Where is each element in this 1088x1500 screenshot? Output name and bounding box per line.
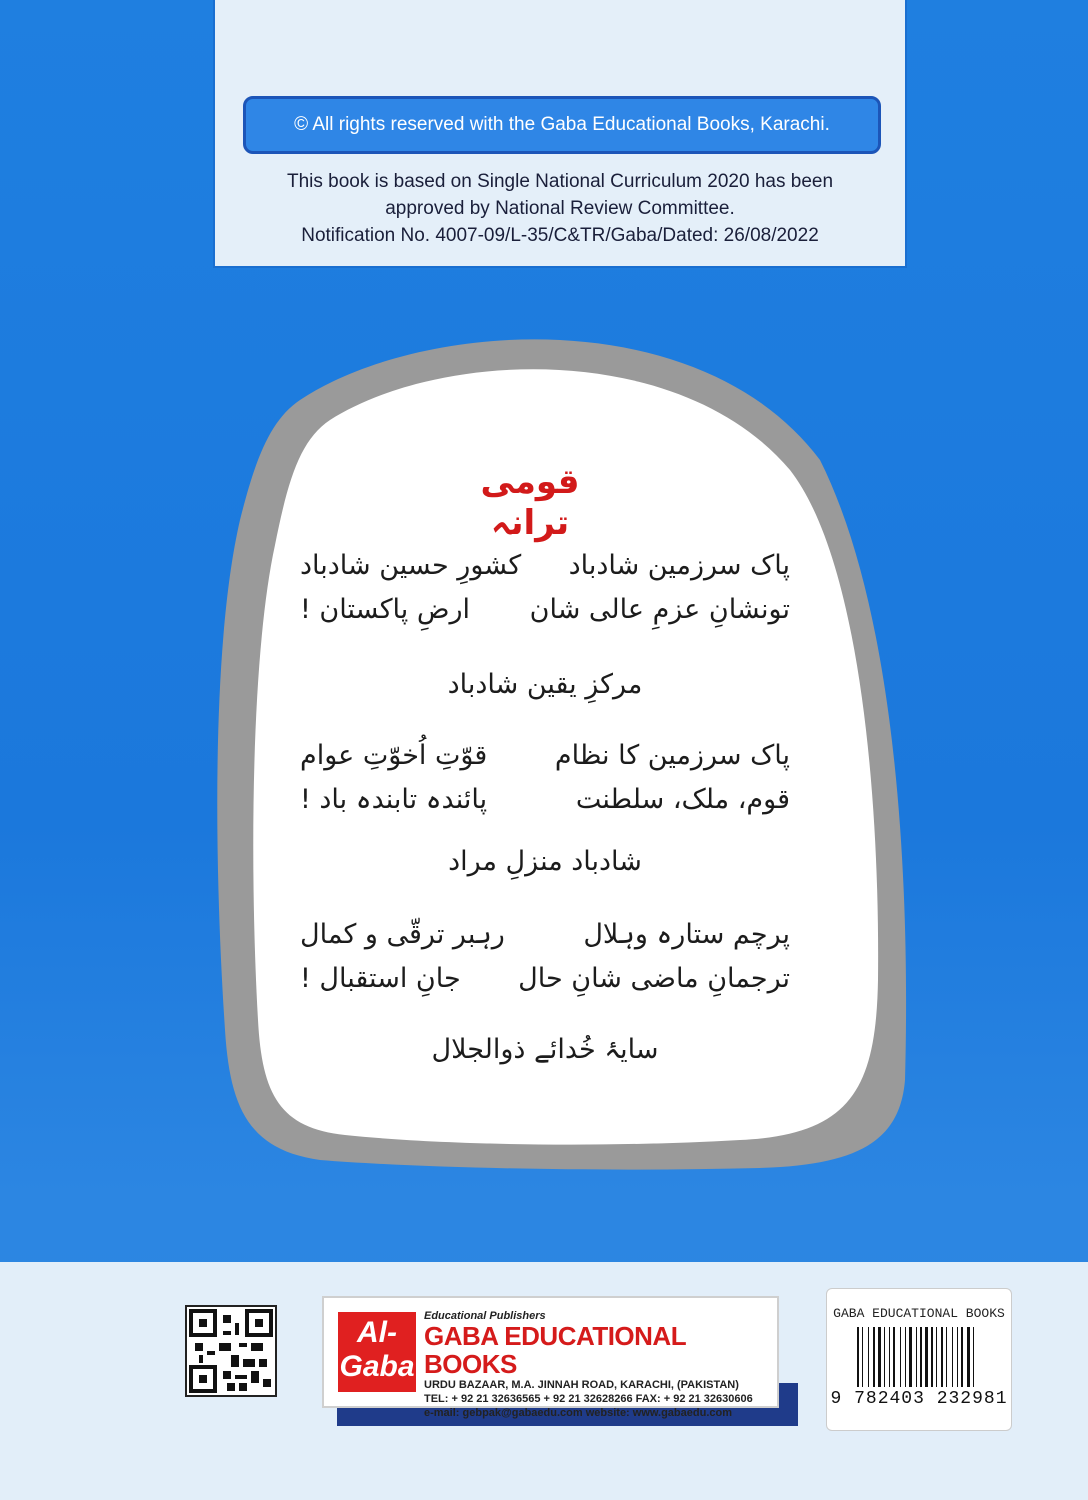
verse-left: پائندہ تابندہ باد ! (300, 783, 488, 815)
publisher-phone: TEL: + 92 21 32636565 + 92 21 32628266 FAX: + 92 21 32630606 (424, 1393, 753, 1405)
barcode-title: GABA EDUCATIONAL BOOKS (833, 1306, 1005, 1321)
anthem-line (300, 587, 790, 631)
publisher-details (424, 1310, 774, 1420)
anthem-line (300, 956, 790, 1000)
refrain-line: سایۂ خُدائے ذوالجلال (431, 1034, 659, 1065)
anthem-title: قومی ترانہ (480, 462, 580, 543)
anthem-stanza-3 (300, 912, 790, 1000)
anthem-line (300, 777, 790, 821)
barcode-bar (862, 1327, 863, 1387)
qr-code-graphic (187, 1307, 275, 1395)
barcode-bar (973, 1327, 974, 1387)
barcode-bar (916, 1327, 917, 1387)
barcode-bar (920, 1327, 922, 1387)
barcode-bar (952, 1327, 953, 1387)
barcode-bar (931, 1327, 933, 1387)
verse-left: قوّتِ اُخوّتِ عوام (300, 739, 488, 771)
rights-notice: © All rights reserved with the Gaba Educational Books, Karachi. (243, 96, 881, 154)
verse-left: ارضِ پاکستان ! (300, 593, 471, 625)
approval-line-3: Notification No. 4007-09/L-35/C&TR/Gaba/Dated: 26/08/2022 (301, 225, 819, 246)
isbn-number: 9 782403 232981 (830, 1389, 1008, 1409)
publisher-name: GABA EDUCATIONAL BOOKS (424, 1321, 686, 1379)
barcode-bar (967, 1327, 970, 1387)
anthem-line (300, 912, 790, 956)
barcode-bar (868, 1327, 869, 1387)
al-gaba-logo (338, 1312, 416, 1392)
verse-left: کشورِ حسین شادباد (300, 549, 522, 581)
barcode-bar (957, 1327, 958, 1387)
barcode-card (826, 1288, 1012, 1431)
refrain-line: مرکزِ یقین شادباد (447, 669, 643, 700)
barcode-bar (936, 1327, 937, 1387)
qr-code-icon (185, 1305, 277, 1397)
logo-text-line-1: Al- (357, 1316, 397, 1349)
verse-right: پاک سرزمین کا نظام (554, 739, 790, 771)
barcode-bar (946, 1327, 947, 1387)
barcode-bar (900, 1327, 901, 1387)
verse-left: رہبر ترقّی و کمال (300, 918, 505, 950)
barcode-bar (857, 1327, 859, 1387)
verse-right: ترجمانِ ماضی شانِ حال (518, 962, 790, 994)
anthem-line (300, 733, 790, 777)
publisher-tagline: Educational Publishers (424, 1310, 546, 1322)
barcode-icon (857, 1327, 983, 1387)
refrain-line: شادباد منزلِ مراد (448, 846, 642, 877)
anthem-stanza-1 (300, 543, 790, 631)
barcode-bar (884, 1327, 885, 1387)
barcode-bar (941, 1327, 943, 1387)
publisher-address: URDU BAZAAR, M.A. JINNAH ROAD, KARACHI, (PAKISTAN) (424, 1379, 739, 1391)
verse-right: پرچم ستارہ وہلال (583, 918, 790, 950)
approval-line-1: This book is based on Single National Curriculum 2020 has been (286, 171, 834, 192)
logo-text-line-2: Gaba (339, 1350, 415, 1383)
publisher-contact: e-mail: gebpak@gabaedu.com website: www.gabaedu.com (424, 1407, 732, 1419)
barcode-bar (905, 1327, 906, 1387)
barcode-bar (961, 1327, 963, 1387)
barcode-bar (889, 1327, 890, 1387)
anthem-refrain-1 (300, 663, 790, 707)
barcode-bar (909, 1327, 912, 1387)
verse-left: جانِ استقبال ! (300, 962, 461, 994)
anthem-refrain-3 (300, 1028, 790, 1072)
verse-right: تونشانِ عزمِ عالی شان (529, 593, 790, 625)
approval-line-2: approved by National Review Committee. (385, 198, 735, 219)
anthem-line (300, 543, 790, 587)
barcode-bar (873, 1327, 875, 1387)
barcode-bar (925, 1327, 928, 1387)
publisher-card (322, 1296, 779, 1419)
anthem-stanza-2 (300, 733, 790, 821)
verse-right: پاک سرزمین شادباد (568, 549, 790, 581)
anthem-refrain-2 (300, 840, 790, 884)
barcode-bar (878, 1327, 881, 1387)
barcode-bar (893, 1327, 895, 1387)
verse-right: قوم، ملک، سلطنت (575, 783, 790, 815)
